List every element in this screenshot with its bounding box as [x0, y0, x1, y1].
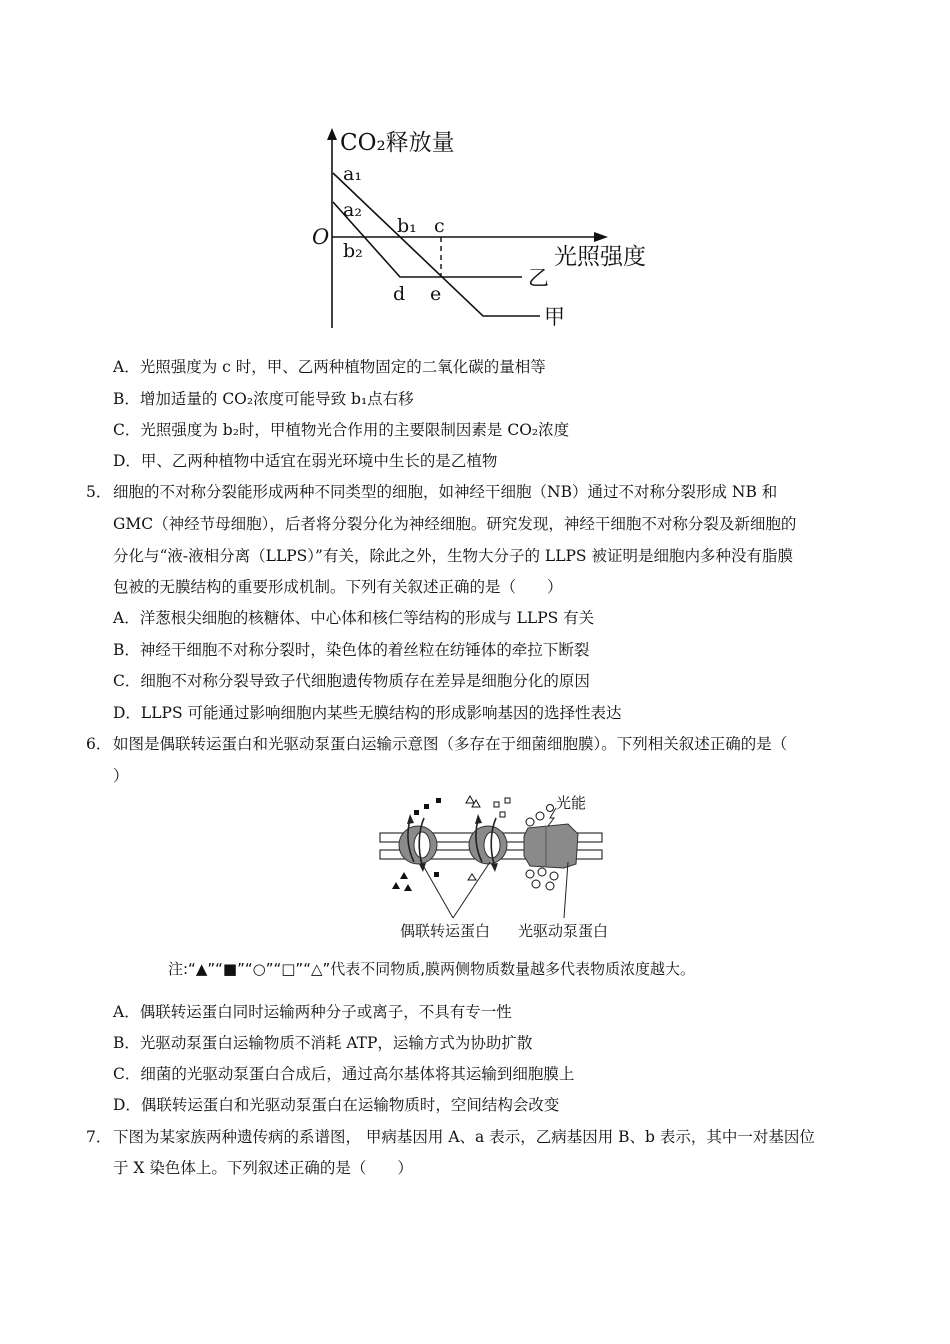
- q5-option-a: A．洋葱根尖细胞的核糖体、中心体和核仁等结构的形成与 LLPS 有关: [113, 609, 595, 627]
- y-axis-label: CO₂释放量: [340, 130, 455, 156]
- q5-number: 5．: [86, 483, 112, 501]
- label-d: d: [393, 283, 406, 305]
- q4-option-c: C．光照强度为 b₂时，甲植物光合作用的主要限制因素是 CO₂浓度: [113, 421, 570, 439]
- q4-option-d: D．甲、乙两种植物中适宜在弱光环境中生长的是乙植物: [113, 452, 498, 470]
- label-b2: b₂: [343, 240, 363, 262]
- label-c: c: [434, 215, 445, 237]
- q5-option-c: C．细胞不对称分裂导致子代细胞遗传物质存在差异是细胞分化的原因: [113, 672, 590, 690]
- light-driven-pump: [524, 808, 578, 868]
- q6-option-b: B．光驱动泵蛋白运输物质不消耗 ATP，运输方式为协助扩散: [113, 1034, 533, 1052]
- q5-stem-line-2: GMC（神经节母细胞），后者将分裂分化为神经细胞。研究发现，神经干细胞不对称分裂及新细胞的: [113, 515, 797, 533]
- origin-label: O: [312, 225, 330, 249]
- q6-stem-line-1: 如图是偶联转运蛋白和光驱动泵蛋白运输示意图（多存在于细菌细胞膜）。下列相关叙述正确的是（: [113, 735, 788, 753]
- membrane-transport-figure: [378, 790, 628, 945]
- y-axis-arrow: [327, 128, 337, 140]
- q7-stem-line-1: 下图为某家族两种遗传病的系谱图， 甲病基因用 A、a 表示，乙病基因用 B、b 表示，其中一对基因位: [113, 1128, 815, 1146]
- coupled-transporter-label: 偶联转运蛋白: [400, 922, 491, 940]
- q5-option-d: D．LLPS 可能通过影响细胞内某些无膜结构的形成影响基因的选择性表达: [113, 704, 622, 722]
- label-a2: a₂: [343, 199, 362, 221]
- q5-stem-line-4: 包被的无膜结构的重要形成机制。下列有关叙述正确的是（ ）: [113, 578, 563, 596]
- coupled-transporter-2: [469, 814, 507, 872]
- q6-number: 6．: [86, 735, 112, 753]
- q5-stem-line-3: 分化与“液-液相分离（LLPS）”有关，除此之外，生物大分子的 LLPS 被证明是细胞内多种没有脂膜: [113, 547, 793, 565]
- q6-option-d: D．偶联转运蛋白和光驱动泵蛋白在运输物质时，空间结构会改变: [113, 1096, 560, 1114]
- q5-stem-line-1: 细胞的不对称分裂能形成两种不同类型的细胞，如神经干细胞（NB）通过不对称分裂形成 NB 和: [113, 483, 778, 501]
- x-axis-label: 光照强度: [554, 244, 646, 270]
- light-pump-label: 光驱动泵蛋白: [518, 922, 609, 940]
- figure-note: 注:“▲”“■”“○”“□”“△”代表不同物质,膜两侧物质数量越多代表物质浓度越大。: [168, 960, 696, 978]
- light-energy-label: 光能: [556, 794, 587, 812]
- x-axis-arrow: [594, 232, 608, 242]
- q6-stem-line-2: ）: [113, 767, 129, 785]
- label-a1: a₁: [343, 163, 362, 185]
- q4-option-a: A．光照强度为 c 时，甲、乙两种植物固定的二氧化碳的量相等: [113, 358, 546, 376]
- q5-option-b: B．神经干细胞不对称分裂时，染色体的着丝粒在纺锤体的牵拉下断裂: [113, 641, 590, 659]
- q6-option-c: C．细菌的光驱动泵蛋白合成后，通过高尔基体将其运输到细胞膜上: [113, 1065, 575, 1083]
- coupled-transporter-1: [399, 814, 437, 872]
- q7-number: 7．: [86, 1128, 112, 1146]
- label-jia: 甲: [544, 305, 565, 329]
- q7-stem-line-2: 于 X 染色体上。下列叙述正确的是（ ）: [113, 1159, 413, 1177]
- label-yi: 乙: [528, 266, 549, 290]
- q6-option-a: A．偶联转运蛋白同时运输两种分子或离子，不具有专一性: [113, 1003, 512, 1021]
- label-e: e: [430, 283, 442, 305]
- co2-light-graph: [300, 120, 680, 335]
- label-b1: b₁: [397, 215, 417, 237]
- q4-option-b: B．增加适量的 CO₂浓度可能导致 b₁点右移: [113, 390, 414, 408]
